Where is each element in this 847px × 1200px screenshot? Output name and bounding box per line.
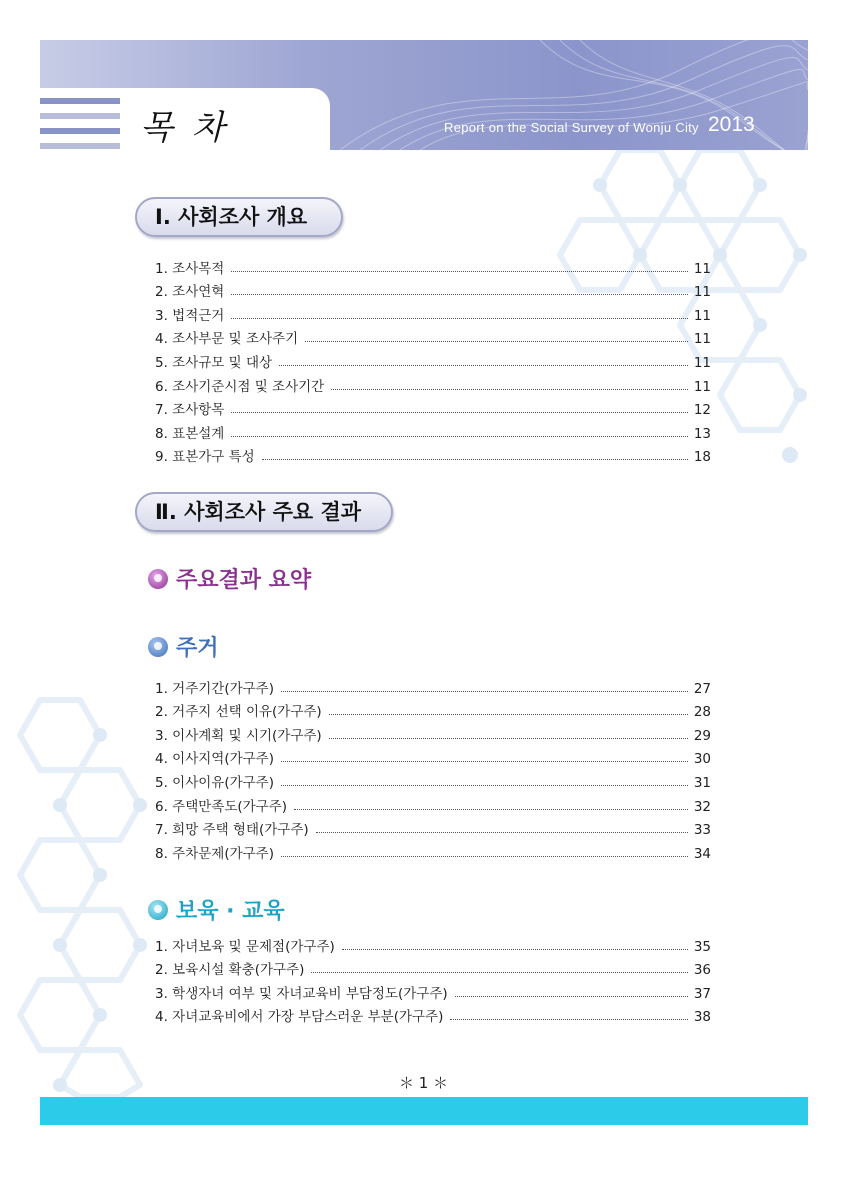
toc-entry-page: 30 — [693, 751, 711, 768]
subsection-title: 보육 · 교육 — [176, 899, 285, 924]
section-heading-main-results: Ⅱ. 사회조사 주요 결과 — [135, 492, 393, 532]
header-stripe — [40, 113, 120, 119]
toc-entry-label: 4. 조사부문 및 조사주기 — [155, 331, 299, 348]
dot-leader — [281, 785, 688, 786]
toc-entry-label: 1. 조사목적 — [155, 260, 225, 277]
page-number: ＊ 1 ＊ — [398, 1074, 449, 1092]
toc-entry[interactable] — [155, 418, 711, 442]
dot-leader — [279, 365, 688, 366]
footer-bar — [40, 1097, 808, 1125]
toc-entry[interactable] — [155, 931, 711, 955]
subsection-heading-summary[interactable] — [148, 563, 311, 594]
toc-entry[interactable] — [155, 371, 711, 395]
dot-leader — [305, 341, 688, 342]
dot-leader — [331, 389, 688, 390]
toc-entry-label: 5. 조사규모 및 대상 — [155, 354, 273, 371]
header-stripe — [40, 143, 120, 149]
toc-entry-label: 1. 거주기간(가구주) — [155, 680, 274, 697]
toc-entry[interactable] — [155, 253, 711, 277]
toc-entry-label: 2. 보육시설 확충(가구주) — [155, 962, 305, 979]
dot-leader — [342, 949, 688, 950]
dot-leader — [455, 996, 688, 997]
bullet-ball-icon — [148, 569, 168, 589]
dot-leader — [231, 412, 688, 413]
toc-entry[interactable] — [155, 838, 711, 862]
toc-entry-page: 18 — [693, 449, 711, 466]
dot-leader — [281, 761, 688, 762]
toc-entry-page: 32 — [693, 798, 711, 815]
toc-entry[interactable] — [155, 955, 711, 979]
subsection-title: 주거 — [176, 636, 219, 661]
dot-leader — [231, 436, 688, 437]
dot-leader — [281, 691, 688, 692]
header-stripe — [40, 98, 120, 104]
toc-entry[interactable] — [155, 347, 711, 371]
toc-list-childcare-education — [155, 931, 711, 1025]
toc-entry[interactable] — [155, 277, 711, 301]
toc-entry[interactable] — [155, 815, 711, 839]
toc-entry-page: 36 — [693, 962, 711, 979]
dot-leader — [231, 294, 688, 295]
section-heading-overview: Ⅰ. 사회조사 개요 — [135, 197, 343, 237]
toc-entry-page: 31 — [693, 774, 711, 791]
toc-entry-page: 11 — [693, 260, 711, 277]
toc-entry-page: 34 — [693, 845, 711, 862]
toc-entry-label: 5. 이사이유(가구주) — [155, 774, 274, 791]
toc-entry-page: 11 — [693, 331, 711, 348]
bullet-ball-icon — [148, 637, 168, 657]
toc-list-overview — [155, 253, 711, 465]
toc-entry-page: 37 — [693, 985, 711, 1002]
report-year: 2013 — [708, 113, 755, 136]
toc-entry-page: 12 — [693, 402, 711, 419]
toc-entry[interactable] — [155, 744, 711, 768]
toc-entry[interactable] — [155, 442, 711, 466]
subsection-title: 주요결과 요약 — [176, 568, 312, 593]
toc-entry-label: 4. 이사지역(가구주) — [155, 751, 274, 768]
toc-entry[interactable] — [155, 395, 711, 419]
toc-entry-page: 11 — [693, 354, 711, 371]
toc-entry-label: 3. 학생자녀 여부 및 자녀교육비 부담정도(가구주) — [155, 985, 448, 1002]
toc-entry-label: 1. 자녀보육 및 문제점(가구주) — [155, 938, 335, 955]
dot-leader — [231, 271, 688, 272]
dot-leader — [311, 972, 688, 973]
dot-leader — [231, 318, 688, 319]
bullet-ball-icon — [148, 900, 168, 920]
toc-entry-label: 9. 표본가구 특성 — [155, 449, 255, 466]
dot-leader — [450, 1019, 688, 1020]
dot-leader — [316, 832, 688, 833]
header-stripe — [40, 128, 120, 134]
dot-leader — [294, 809, 688, 810]
toc-entry-label: 8. 표본설계 — [155, 425, 225, 442]
toc-entry-page: 33 — [693, 822, 711, 839]
page-title: 목 차 — [140, 108, 229, 148]
toc-entry-label: 6. 주택만족도(가구주) — [155, 798, 288, 815]
toc-entry[interactable] — [155, 673, 711, 697]
subsection-heading-childcare-education[interactable] — [148, 894, 285, 925]
toc-entry-page: 28 — [693, 704, 711, 721]
dot-leader — [262, 459, 688, 460]
toc-entry-label: 7. 조사항목 — [155, 402, 225, 419]
toc-entry[interactable] — [155, 300, 711, 324]
toc-entry-label: 3. 법적근거 — [155, 307, 225, 324]
dot-leader — [329, 714, 688, 715]
toc-entry-label: 6. 조사기준시점 및 조사기간 — [155, 378, 325, 395]
toc-entry[interactable] — [155, 978, 711, 1002]
toc-entry-label: 3. 이사계획 및 시기(가구주) — [155, 727, 322, 744]
toc-entry[interactable] — [155, 324, 711, 348]
report-subtitle: Report on the Social Survey of Wonju City — [444, 120, 699, 135]
toc-entry-label: 2. 거주지 선택 이유(가구주) — [155, 704, 322, 721]
toc-entry-page: 11 — [693, 307, 711, 324]
toc-entry-page: 13 — [693, 425, 711, 442]
toc-list-housing — [155, 673, 711, 862]
toc-entry-page: 11 — [693, 378, 711, 395]
subsection-heading-housing[interactable] — [148, 631, 219, 662]
toc-entry[interactable] — [155, 767, 711, 791]
toc-entry-label: 8. 주차문제(가구주) — [155, 845, 274, 862]
toc-entry-label: 7. 희망 주택 형태(가구주) — [155, 822, 309, 839]
toc-entry-page: 11 — [693, 284, 711, 301]
toc-entry-label: 2. 조사연혁 — [155, 284, 225, 301]
toc-entry-label: 4. 자녀교육비에서 가장 부담스러운 부분(가구주) — [155, 1009, 444, 1026]
toc-entry[interactable] — [155, 697, 711, 721]
toc-entry-page: 35 — [693, 938, 711, 955]
toc-entry[interactable] — [155, 791, 711, 815]
toc-entry[interactable] — [155, 720, 711, 744]
toc-entry-page: 38 — [693, 1009, 711, 1026]
toc-entry-page: 29 — [693, 727, 711, 744]
toc-entry-page: 27 — [693, 680, 711, 697]
dot-leader — [329, 738, 688, 739]
toc-entry[interactable] — [155, 1002, 711, 1026]
dot-leader — [281, 856, 688, 857]
